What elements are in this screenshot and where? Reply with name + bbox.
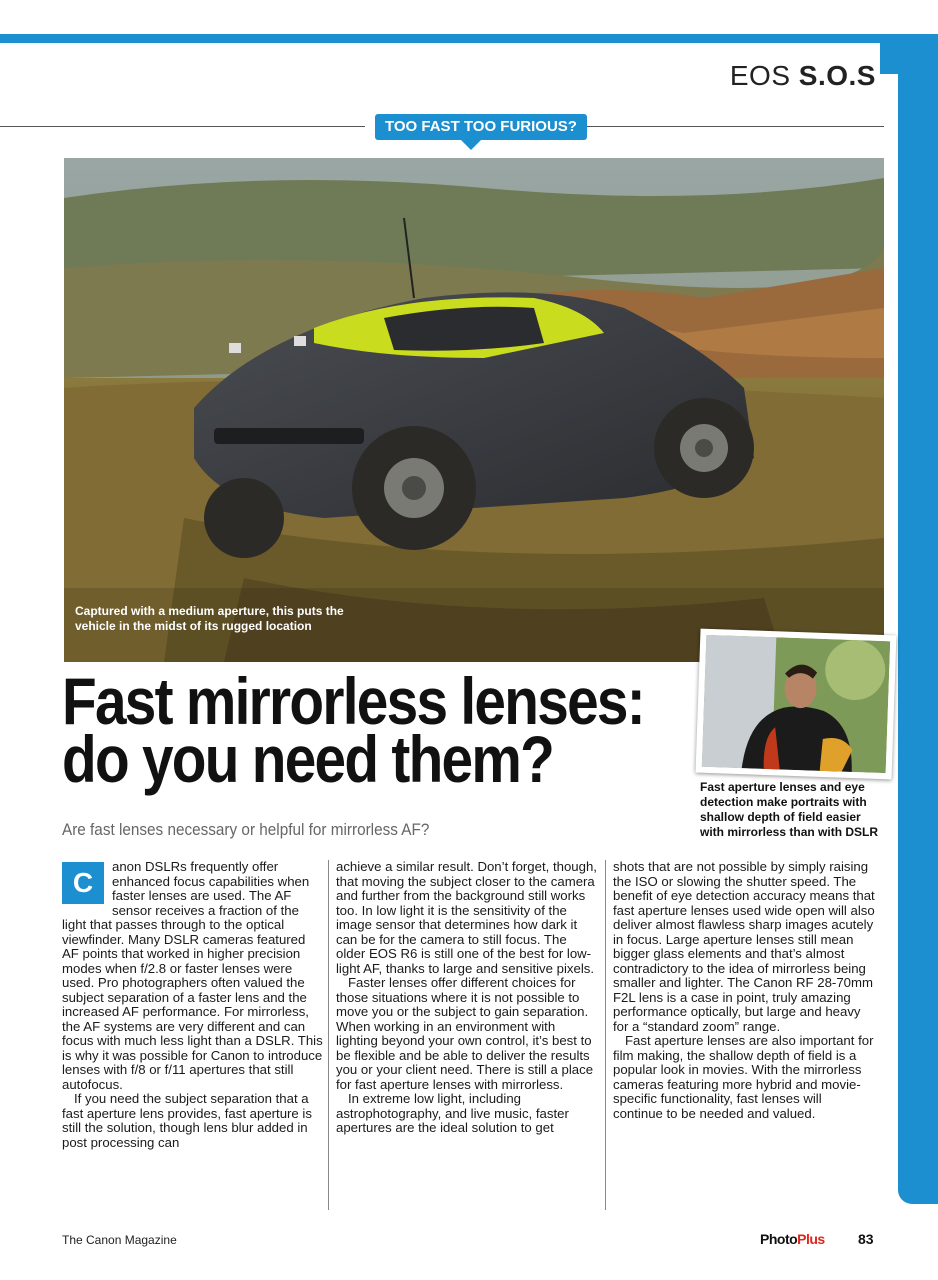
paragraph: achieve a similar result. Don’t forget, though, that moving the subject closer to the camera and further from the background still works too. In low light it is the sensitivity of the image sensor that determines how dark it can be for the camera to still focus. The older EOS R6 is still one of the best for low-light AF, thanks to large and sensitive pixels. xyxy=(336,859,597,976)
brand-part-a: Photo xyxy=(760,1231,798,1247)
kicker-rule-right xyxy=(578,126,884,127)
paragraph: Faster lenses offer different choices for those situations where it is not possible to move you or the subject to gain separation. When working in an environment with lighting beyond your own control, it’s best to be flexible and be able to deliver the results you or your client need. There is still a place for fast aperture lenses with mirrorless. xyxy=(336,975,594,1092)
photo-caption: Captured with a medium aperture, this puts the vehicle in the midst of its rugged location xyxy=(75,604,344,633)
kicker-label: TOO FAST TOO FURIOUS? xyxy=(375,114,587,140)
page-edge-tab xyxy=(898,34,938,1204)
paragraph: shots that are not possible by simply raising the ISO or slowing the shutter speed. The benefit of eye detection accuracy means that fast aperture lenses used wide open will also deliver almost flawless sharp images acutely in focus. Large aperture lenses still mean bigger glass elements and that’s almost contradictory to the idea of mirrorless being smaller and lighter. The Canon RF 28-70mm F2L lens is a case in point, truly amazing performance optically, but large and heavy for a “standard zoom” range. xyxy=(613,859,875,1034)
footer-magazine-name: The Canon Magazine xyxy=(62,1233,177,1247)
section-prefix: EOS xyxy=(729,60,791,91)
top-margin xyxy=(0,0,938,34)
paragraph: If you need the subject separation that a fast aperture lens provides, fast aperture is still the solution, though lens blur added in post processing can xyxy=(62,1091,312,1150)
inset-caption: Fast aperture lenses and eye detection make portraits with shallow depth of field easier with mirrorless than with DSLR xyxy=(700,780,879,839)
column-divider xyxy=(328,860,329,1210)
portrait-illustration xyxy=(702,635,890,773)
footer-brand-logo xyxy=(760,1231,825,1247)
paragraph: anon DSLRs frequently offer enhanced focus capabilities when faster lenses are used. The AF sensor receives a fraction of the light that passes through to the optical viewfinder. Many DSLR cameras featured AF points that worked in higher precision modes when f/2.8 or faster lenses were used. Pro photographers often valued the subject separation of a faster lens and the increased AF performance. For mirrorless, the AF systems are very different and can focus with much less light than a DSLR. This is why it was possible for Canon to introduce lenses with f/8 or f/11 apertures that still autofocus. xyxy=(62,859,323,1092)
article-standfirst: Are fast lenses necessary or helpful for mirrorless AF? xyxy=(62,820,430,839)
top-accent-bar xyxy=(0,34,905,43)
headline-line-2: do you need them? xyxy=(62,722,554,796)
kicker-rule-left xyxy=(0,126,365,127)
rally-car-illustration xyxy=(64,158,884,662)
drop-cap: C xyxy=(62,862,104,904)
paragraph: In extreme low light, including astrophotography, and live music, faster apertures are the ideal solution to get xyxy=(336,1091,569,1135)
article-column-3 xyxy=(613,860,875,1121)
kicker-pointer xyxy=(461,140,481,150)
article-column-2 xyxy=(336,860,598,1136)
headline-line-1: Fast mirrorless lenses: xyxy=(62,664,644,738)
article-headline xyxy=(62,664,644,796)
section-heading xyxy=(730,60,876,92)
brand-part-b: Plus xyxy=(797,1231,825,1247)
portrait-inset xyxy=(696,629,897,780)
page-number: 83 xyxy=(858,1231,874,1247)
column-divider xyxy=(605,860,606,1210)
section-name: S.O.S xyxy=(798,60,876,91)
article-column-1 xyxy=(62,860,324,1150)
rally-car-photo xyxy=(64,158,884,662)
paragraph: Fast aperture lenses are also important for film making, the shallow depth of field is a popular look in movies. With the mirrorless cameras featuring more hybrid and movie-specific functionality, fast lenses will continue to be needed and valued. xyxy=(613,1033,874,1121)
